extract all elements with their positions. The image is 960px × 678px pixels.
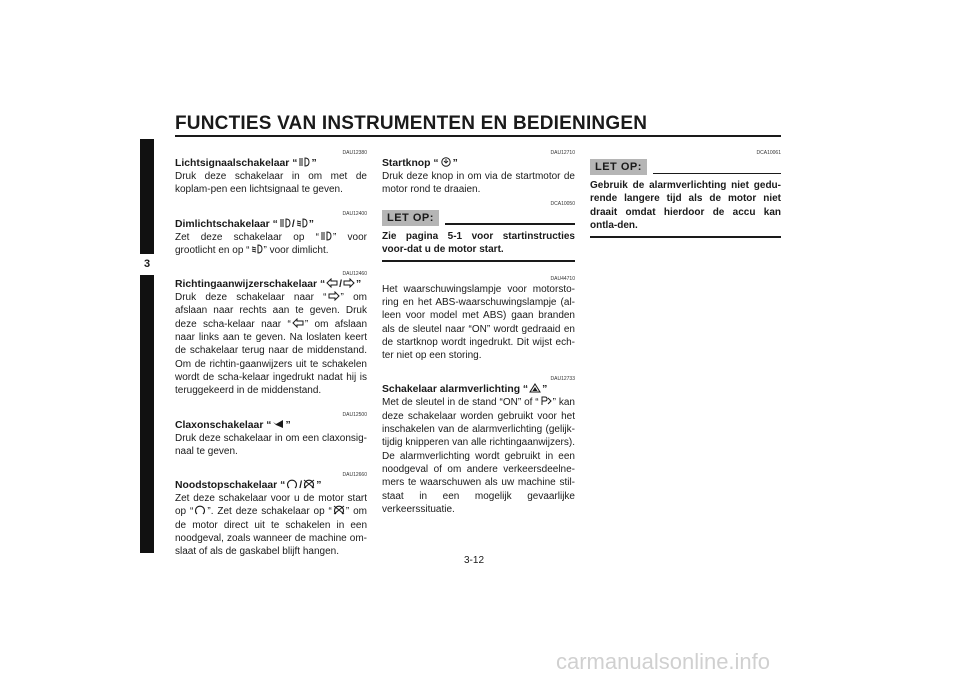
section-code: DAU12380	[342, 150, 367, 156]
section-text-noodstop: Zet deze schakelaar voor u de motor start op “ ”. Zet deze schakelaar op “ ” om de motor direct uit te schakelen in een noodgeval, zoals wanneer de machine om-slaat of als de gaskabel blijft hangen.	[175, 493, 368, 558]
title-rule	[175, 135, 781, 137]
section-text-lichtsignaal: Druk deze schakelaar in om met de koplam-pen een lichtsignaal te geven.	[175, 171, 367, 196]
low-beam-icon	[251, 244, 263, 254]
section-title-dimlicht: Dimlichtschakelaar “ / ”	[175, 218, 314, 230]
section-text-alarm: Met de sleutel in de stand “ON” of “ ” kan deze schakelaar worden gebruikt voor het inschakelen van de alarmverlichting (gelijk-tijdig knipperen van alle richtingaanwijzers). De alarmverlichting wordt gebruikt in een noodgeval of om andere verkeersdeelne-mers te waarschuwen als uw machine stil-staat in een mogelijk gevaarlijke verkeerssituatie.	[382, 397, 575, 515]
notice-label: LET OP:	[382, 210, 439, 226]
chapter-bar	[140, 139, 154, 553]
low-beam-icon	[296, 218, 308, 228]
section-code: DAU44710	[550, 275, 575, 282]
engine-stop-icon	[303, 479, 315, 489]
column-1	[175, 150, 367, 559]
notice-rule	[445, 223, 575, 225]
section-code: DAU12660	[342, 472, 367, 479]
watermark: carmanualsonline.info	[556, 649, 771, 674]
notice-label: LET OP:	[590, 159, 647, 175]
column-2	[382, 150, 575, 516]
section-title-alarm: Schakelaar alarmverlichting “ ”	[382, 384, 548, 396]
notice-header	[382, 210, 575, 226]
section-text-richtingaanwijzer: Druk deze schakelaar naar “ ” om afslaan naar rechts aan te geven. Druk deze scha-kelaar naar “ ” om afslaan naar links aan te geven. Na loslaten keert de schakelaar terug naar de middenstand. Om de richtin-gaanwijzers uit te schakelen wordt de scha-kelaar ingedrukt nadat hij is teruggekeerd in de middenstand.	[175, 292, 367, 397]
notice-header	[590, 159, 781, 175]
section-code: DAU12400	[342, 210, 367, 217]
section-code: DAU12710	[550, 150, 575, 156]
section-code: DAU12460	[342, 271, 367, 278]
horn-icon	[272, 419, 284, 429]
section-title-lichtsignaal: Lichtsignaalschakelaar “ ”	[175, 158, 317, 169]
section-title-noodstop: Noodstopschakelaar “ / ”	[175, 480, 322, 492]
notice-end-rule	[382, 260, 575, 262]
section-title-startknop: Startknop “ ”	[382, 158, 458, 169]
chapter-number: 3	[140, 254, 154, 275]
section-code: DAU12500	[342, 411, 367, 418]
parking-icon	[540, 396, 552, 406]
engine-stop-icon	[333, 505, 345, 515]
column-3	[590, 150, 781, 238]
hazard-icon	[529, 383, 541, 393]
turn-right-icon	[343, 278, 355, 288]
turn-left-icon	[326, 278, 338, 288]
turn-right-icon	[328, 291, 340, 301]
section-text-startknop: Druk deze knop in om via de startmotor de motor rond te draaien.	[382, 171, 575, 196]
page-number: 3-12	[464, 555, 485, 566]
engine-run-icon	[286, 479, 298, 489]
engine-run-icon	[194, 505, 206, 515]
turn-left-icon	[292, 318, 304, 328]
high-beam-icon	[320, 231, 332, 241]
section-title-richtingaanwijzer: Richtingaanwijzerschakelaar “ / ”	[175, 279, 362, 291]
section-code: DAU12733	[550, 376, 575, 383]
start-icon	[440, 157, 452, 167]
section-text-claxon: Druk deze schakelaar in om een claxonsig-naal te geven.	[175, 432, 367, 457]
section-title-claxon: Claxonschakelaar “ ”	[175, 419, 291, 431]
section-text-abs: Het waarschuwingslampje voor motorsto-ring en het ABS-waarschuwingslampje (al-leen voor model met ABS) gaan branden als de sleutel naar “ON” wordt gedraaid en de startknop wordt ingedrukt. Dit wijst ech-ter niet op een storing.	[382, 283, 575, 362]
notice-end-rule	[590, 236, 781, 238]
notice-text: Zie pagina 5-1 voor startinstructies voor-dat u de motor start.	[382, 230, 575, 255]
page-title: FUNCTIES VAN INSTRUMENTEN EN BEDIENINGEN	[175, 113, 648, 134]
notice-rule	[653, 173, 781, 175]
notice-text: Gebruik de alarmverlichting niet gedu-rende langere tijd als de motor niet draait omdat hierdoor de accu kan ontla-den.	[590, 180, 781, 231]
notice-code: DCA10061	[756, 150, 781, 156]
high-beam-icon	[279, 218, 291, 228]
high-beam-icon	[298, 157, 310, 167]
section-text-dimlicht: Zet deze schakelaar op “ ” voor grootlicht en op “ ” voor dimlicht.	[175, 231, 368, 256]
notice-code: DCA10050	[550, 200, 575, 207]
